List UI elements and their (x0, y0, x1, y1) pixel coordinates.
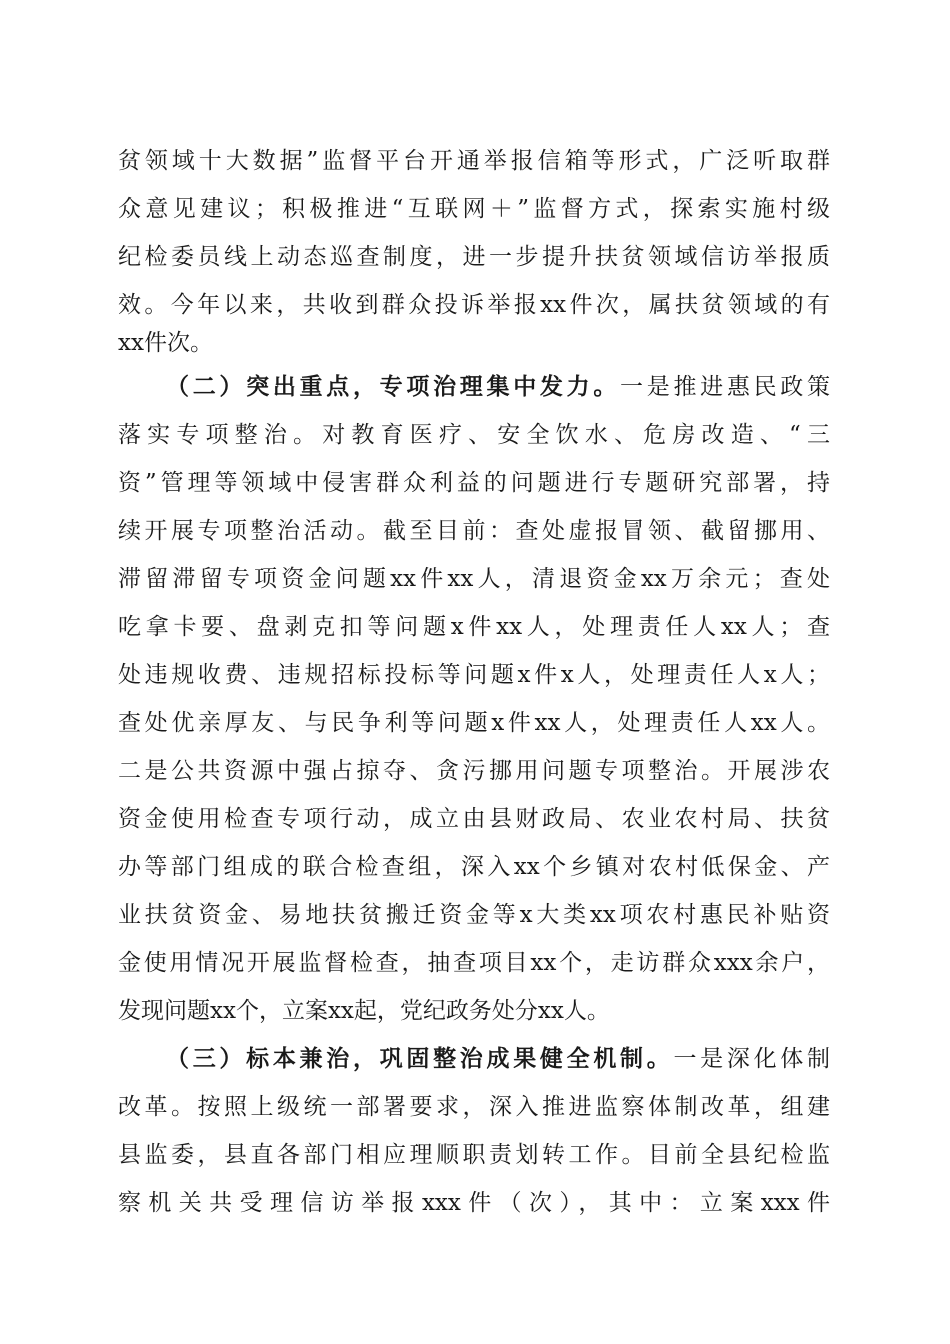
text-line: 效。今年以来，共收到群众投诉举报xx件次，属扶贫领域的有 (118, 292, 830, 318)
heading-line-rest: 一是推进惠民政策 (620, 374, 830, 400)
text-line: 资”管理等领域中侵害群众利益的问题进行专题研究部署，持 (118, 470, 830, 496)
text-line: 察机关共受理信访举报xxx件（次），其中：立案xxx件 (118, 1190, 830, 1216)
text-line: 纪检委员线上动态巡查制度，进一步提升扶贫领域信访举报质 (118, 244, 830, 270)
text-line: 发现问题xx个，立案xx起，党纪政务处分xx人。 (118, 998, 610, 1024)
text-line: 吃拿卡要、盘剥克扣等问题x件xx人，处理责任人xx人；查 (118, 614, 830, 640)
text-line: 众意见建议；积极推进“互联网＋”监督方式，探索实施村级 (118, 196, 830, 222)
text-line: 贫领域十大数据”监督平台开通举报信箱等形式，广泛听取群 (118, 148, 830, 174)
text-line: 业扶贫资金、易地扶贫搬迁资金等x大类xx项农村惠民补贴资 (118, 902, 830, 928)
text-line: 资金使用检查专项行动，成立由县财政局、农业农村局、扶贫 (118, 806, 830, 832)
text-line: 改革。按照上级统一部署要求，深入推进监察体制改革，组建 (118, 1094, 830, 1120)
text-line: 县监委，县直各部门相应理顺职责划转工作。目前全县纪检监 (118, 1142, 830, 1168)
text-line: xx件次。 (118, 330, 213, 356)
section-heading-line (166, 1039, 830, 1079)
text-line: 续开展专项整治活动。截至目前：查处虚报冒领、截留挪用、 (118, 518, 830, 544)
section-heading-line (166, 367, 830, 407)
text-line: 查处优亲厚友、与民争利等问题x件xx人，处理责任人xx人。 (118, 710, 830, 736)
text-line: 落实专项整治。对教育医疗、安全饮水、危房改造、“三 (118, 422, 830, 448)
text-line: 办等部门组成的联合检查组，深入xx个乡镇对农村低保金、产 (118, 854, 830, 880)
heading-line-rest: 一是深化体制 (673, 1046, 830, 1072)
text-line: 金使用情况开展监督检查，抽查项目xx个，走访群众xxx余户， (118, 950, 830, 976)
section-heading: （二）突出重点，专项治理集中发力。 (166, 373, 621, 400)
text-line: 滞留滞留专项资金问题xx件xx人，清退资金xx万余元；查处 (118, 566, 830, 592)
text-line: 处违规收费、违规招标投标等问题x件x人，处理责任人x人； (118, 662, 830, 688)
text-line: 二是公共资源中强占掠夺、贪污挪用问题专项整治。开展涉农 (118, 758, 830, 784)
section-heading: （三）标本兼治，巩固整治成果健全机制。 (166, 1045, 674, 1072)
